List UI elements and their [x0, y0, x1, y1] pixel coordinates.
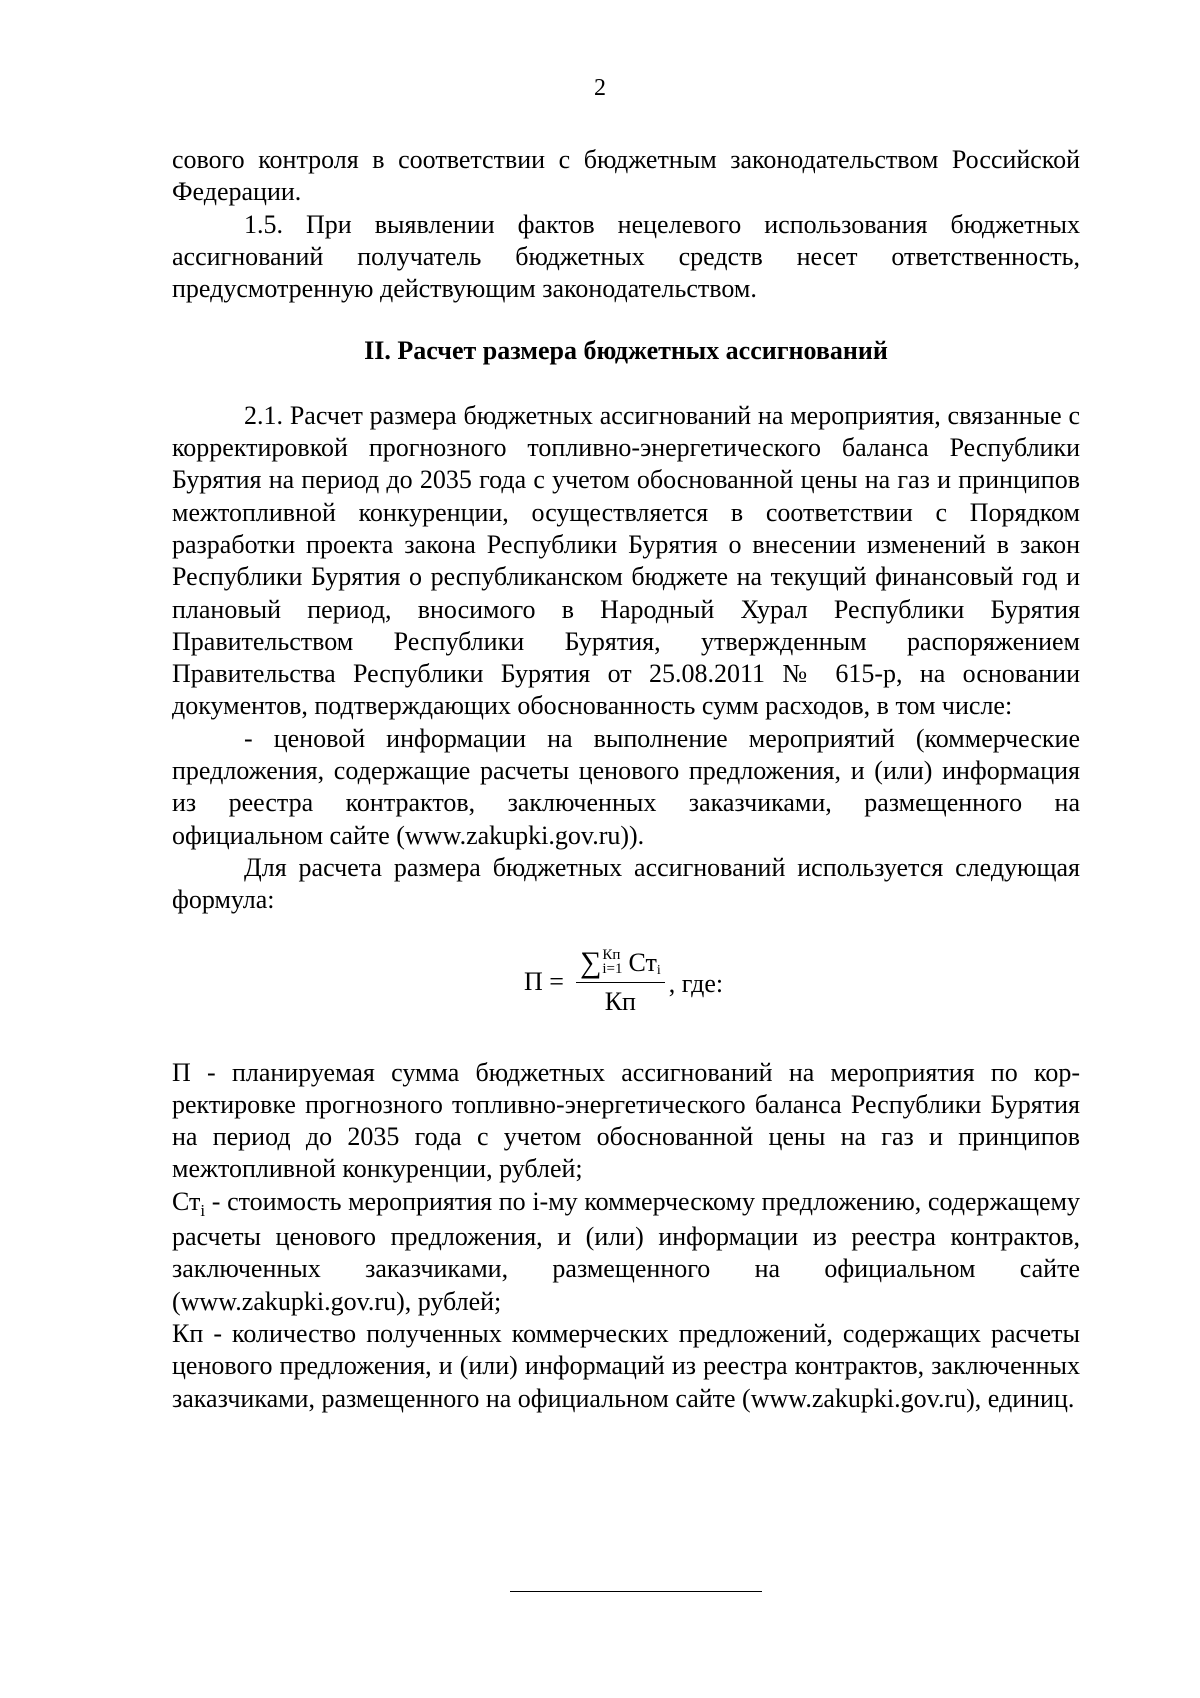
- paragraph-continuation: сового контроля в соответствии с бюджетным законодательством Российской Федерации.: [172, 145, 1080, 207]
- formula-trailing-text: , где:: [668, 969, 724, 999]
- sum-upper-limit: Кп: [602, 947, 621, 964]
- formula-denominator: Кп: [604, 987, 636, 1017]
- formula-block: [172, 933, 1080, 1043]
- definition-st: [172, 1186, 1080, 1318]
- formula: [524, 933, 723, 1033]
- formula-term-subscript: i: [656, 963, 661, 979]
- sum-lower-limit: i=1: [602, 961, 623, 978]
- formula-numerator: [576, 948, 665, 983]
- formula-term: Ст: [628, 948, 657, 978]
- definition-st-subscript: i: [200, 1200, 206, 1220]
- paragraph-formula-intro: Для расчета размера бюджетных ассигнований используется следующая формула:: [172, 852, 1080, 915]
- section-heading: II. Расчет размера бюджетных ассигнований: [364, 336, 888, 366]
- definition-st-text: - стоимость мероприятия по i-му коммерческому предложению, содержащему расчеты ценового предложения, и (или) информации из реестра контрактов, заключенных заказчиками, размещенного на официальном сайте (www.zakupki.gov.ru), рублей;: [172, 1186, 1080, 1316]
- definition-st-symbol: Ст: [172, 1186, 201, 1216]
- definition-kp: Кп - количество полученных коммерческих предложений, содержащих расчеты ценового предложения, и (или) информаций из реестра контрактов, заключенных заказчиками, размещенного на официальном сайте (www.zakupki.gov.ru), единиц.: [172, 1318, 1080, 1413]
- paragraph-price-info: - ценовой информации на выполнение мероприятий (коммерческие предложения, содержащие расчеты ценового предложения, и (или) информация из реестра контрактов, заключенных заказчиками, размещенного на официальном сайте (www.zakupki.gov.ru)).: [172, 723, 1080, 850]
- paragraph-1-5: 1.5. При выявлении фактов нецелевого использования бюджетных ассигнований получатель бюджетных средств несет ответственность, предусмотренную действующим законодательством.: [172, 209, 1080, 304]
- definition-p: П - планируемая сумма бюджетных ассигнований на мероприятия по корректировке прогнозного топливно-энергетического баланса Республики Бурятия на период до 2035 года с учетом обоснованной цены на газ и принципов межтопливной конкуренции, рублей;: [172, 1057, 1080, 1184]
- sum-limits: [602, 948, 622, 976]
- paragraph-2-1: 2.1. Расчет размера бюджетных ассигнований на мероприятия, связанные с корректировкой прогнозного топливно-энергетического баланса Республики Бурятия на период до 2035 года с учетом обоснованной цены на газ и принципов межтопливной конкуренции, осуществляется в соответствии с Порядком разработки проекта закона Республики Бурятия о внесении изменений в закон Республики Бурятия о республиканском бюджете на текущий финансовый год и плановый период, вносимого в Народный Хурал Республики Бурятия Правительством Республики Бурятия, утвержденным распоряжением Правительства Республики Бурятия от 25.08.2011 № 615-р, на основании документов, подтверждающих обоснованность сумм расходов, в том числе:: [172, 400, 1080, 721]
- formula-lhs: П =: [524, 967, 564, 997]
- page-number: 2: [594, 75, 606, 101]
- sum-sign: ∑: [579, 946, 602, 980]
- formula-fraction: [576, 948, 665, 1017]
- document-body: [172, 144, 1080, 1415]
- footer-divider: [510, 1591, 762, 1592]
